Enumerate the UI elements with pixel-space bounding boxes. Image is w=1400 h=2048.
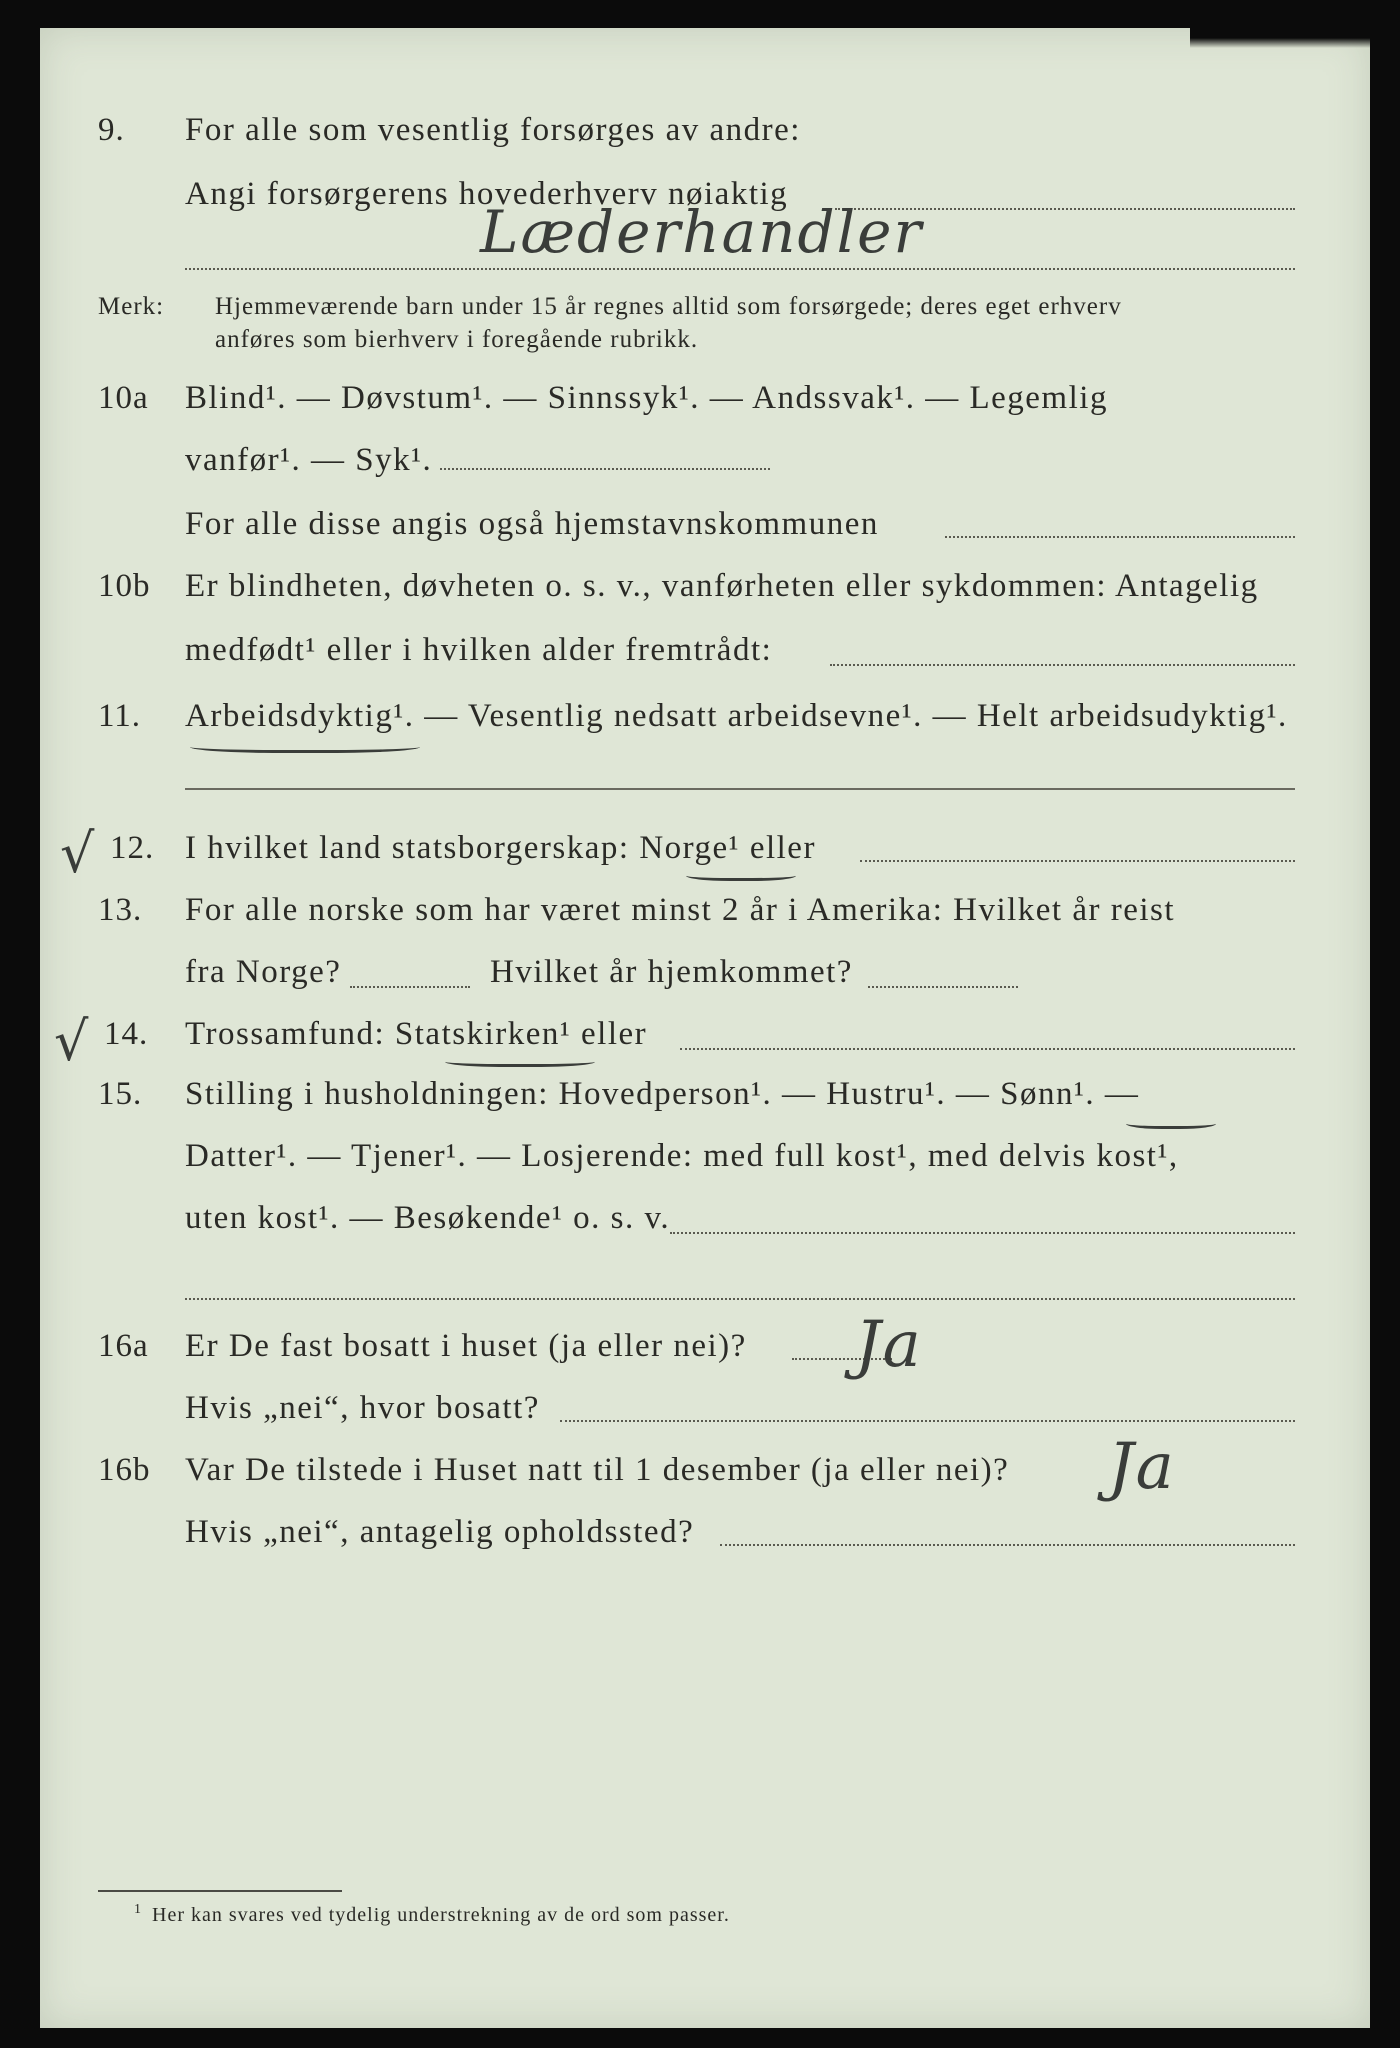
- q15-underline-sonn: [1126, 1116, 1216, 1129]
- merk-label: Merk:: [98, 293, 165, 320]
- q13-number: 13.: [98, 892, 143, 928]
- merk-text-2: anføres som bierhverv i foregående rubrikk.: [215, 326, 699, 353]
- q14-check-mark: √: [54, 1010, 89, 1073]
- q12-dotted-line: [860, 860, 1295, 862]
- footnote-mark: 1: [134, 1902, 142, 1917]
- q13-text-1: For alle norske som har været minst 2 år i Amerika: Hvilket år reist: [185, 892, 1176, 928]
- q11-number: 11.: [98, 698, 142, 734]
- q12-check-mark: √: [60, 822, 95, 885]
- q13-text-2a: fra Norge?: [185, 954, 342, 990]
- q9-handwritten-answer: Læderhandler: [480, 198, 924, 266]
- q16a-number: 16a: [98, 1328, 149, 1364]
- q12-underline-norge: [686, 868, 796, 881]
- footnote-text: Her kan svares ved tydelig understrekning av de ord som passer.: [152, 1904, 730, 1926]
- q11-underline-arbeidsdyktig: [190, 738, 420, 753]
- q15-text-3: uten kost¹. — Besøkende¹ o. s. v.: [185, 1200, 671, 1236]
- q13-dotted-line-2: [868, 986, 1018, 988]
- q16a-handwritten-answer: Ja: [855, 1308, 923, 1382]
- q10a-text-2: vanfør¹. — Syk¹.: [185, 442, 433, 478]
- q14-text: Trossamfund: Statskirken¹ eller: [185, 1016, 648, 1052]
- q15-number: 15.: [98, 1076, 143, 1112]
- q9-text-1: For alle som vesentlig forsørges av andre:: [185, 112, 801, 148]
- q16a-text-2: Hvis „nei“, hvor bosatt?: [185, 1390, 540, 1426]
- q10a-dotted-line-1: [440, 468, 770, 470]
- q15-text-1: Stilling i husholdningen: Hovedperson¹. — Hustru¹. — Sønn¹. —: [185, 1076, 1140, 1112]
- census-form-page: [40, 28, 1370, 2028]
- q16b-text-2: Hvis „nei“, antagelig opholdssted?: [185, 1514, 695, 1550]
- q15-dotted-line-1: [670, 1232, 1295, 1234]
- q13-text-2b: Hvilket år hjemkommet?: [490, 954, 853, 990]
- q10b-text-1: Er blindheten, døvheten o. s. v., vanførheten eller sykdommen: Antagelig: [185, 568, 1259, 604]
- q16b-text-1: Var De tilstede i Huset natt til 1 desember (ja eller nei)?: [185, 1452, 1010, 1488]
- q10b-number: 10b: [98, 568, 151, 604]
- torn-corner: [1190, 28, 1370, 48]
- q12-number: 12.: [110, 830, 155, 866]
- q10b-dotted-line: [830, 664, 1295, 666]
- q16a-text-1: Er De fast bosatt i huset (ja eller nei)?: [185, 1328, 747, 1364]
- q9-text-2: Angi forsørgerens hovederhverv nøiaktig: [185, 176, 789, 212]
- q16b-dotted-line: [720, 1544, 1295, 1546]
- q16b-handwritten-answer: Ja: [1108, 1430, 1176, 1504]
- merk-text-1: Hjemmeværende barn under 15 år regnes alltid som forsørgede; deres eget erhverv: [215, 293, 1122, 320]
- q10a-dotted-line-2: [945, 536, 1295, 538]
- q14-number: 14.: [104, 1016, 149, 1052]
- q16a-dotted-line-2: [560, 1420, 1295, 1422]
- q9-dotted-line-2: [185, 268, 1295, 270]
- q11-text: Arbeidsdyktig¹. — Vesentlig nedsatt arbeidsevne¹. — Helt arbeidsudyktig¹.: [185, 698, 1288, 734]
- q13-dotted-line-1: [350, 986, 470, 988]
- q14-dotted-line: [680, 1048, 1295, 1050]
- footnote-rule: [98, 1890, 342, 1892]
- q12-text: I hvilket land statsborgerskap: Norge¹ eller: [185, 830, 816, 866]
- q15-text-2: Datter¹. — Tjener¹. — Losjerende: med full kost¹, med delvis kost¹,: [185, 1138, 1179, 1174]
- q10a-text-3: For alle disse angis også hjemstavnskommunen: [185, 506, 879, 542]
- q10b-text-2: medfødt¹ eller i hvilken alder fremtrådt:: [185, 632, 773, 668]
- q10a-number: 10a: [98, 380, 149, 416]
- q9-number: 9.: [98, 112, 125, 148]
- q10a-text-1: Blind¹. — Døvstum¹. — Sinnssyk¹. — Andssvak¹. — Legemlig: [185, 380, 1108, 416]
- q11-answer-line: [185, 788, 1295, 790]
- q15-dotted-line-2: [185, 1298, 1295, 1300]
- q16b-number: 16b: [98, 1452, 151, 1488]
- q14-underline-statskirken: [445, 1054, 595, 1067]
